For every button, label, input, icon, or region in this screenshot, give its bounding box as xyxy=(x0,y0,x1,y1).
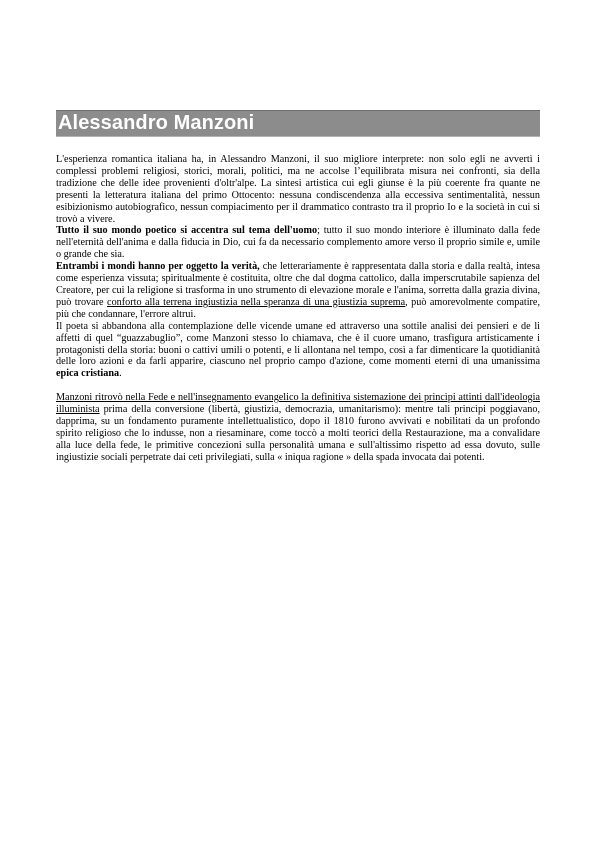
paragraph-poeta xyxy=(56,321,540,381)
paragraph-intro xyxy=(56,154,540,225)
paragraph-text: ; tutto il suo mondo interiore è illuminato dalla fede nell'eternità dell'anima e dalla fiducia in Dio, cui fa da necessario complemento amore verso il proprio simile e, umile o grande che sia. xyxy=(56,225,540,261)
paragraph-text: che letterariamente è rappresentata dalla storia e dalla realtà, intesa come esperienza vissuta; spiritualmente è costituita, oltre che dal dogma cattolico, dalla imperscrutabile sapienza del Creatore, per cui la religione si trasforma in uno strumento di elevazione morale e l'anima, sorretta dalla grazia divina, può trovare xyxy=(56,261,540,308)
bold-lead: Entrambi i mondi hanno per oggetto la verità, xyxy=(56,261,260,273)
document-page xyxy=(56,110,540,464)
paragraph-tema-uomo xyxy=(56,225,540,261)
paragraph-text: , può amorevolmente compatire, più che condannare, l'errore altrui. xyxy=(56,296,541,320)
paragraph-text: prima della conversione (libertà, giustizia, democrazia, umanitarismo): mentre tali princìpi poggiavano, dapprima, su un fondamento puramente intellettualistico, dopo il 1810 furono avvivati e nobilitati da un profondo spirito religioso che lo indusse, non a riesaminare, come toccò a molti teorici della Restaurazione, ma a convalidare alla luce della fede, le primitive concezioni sulla personalità umana e sull'altissimo rispetto ad essa dovuto, sulle ingiustizie sociali perpetrate dai ceti privilegiati, sulla « iniqua ragione » della spada invocata dai potenti. xyxy=(56,404,540,463)
title-bar xyxy=(56,110,540,137)
paragraph-end: . xyxy=(119,368,122,380)
paragraph-fede xyxy=(56,392,540,463)
document-body xyxy=(56,154,540,464)
page-title: Alessandro Manzoni xyxy=(58,112,255,134)
bold-phrase: epica cristiana xyxy=(56,368,120,380)
bold-lead: Tutto il suo mondo poetico si accentra sul tema dell'uomo xyxy=(56,225,318,237)
underlined-phrase: conforto alla terrena ingiustizia nella speranza di una giustizia suprema xyxy=(107,296,406,308)
paragraph-text: Il poeta si abbandona alla contemplazione delle vicende umane ed attraverso una sottile analisi dei pensieri e de li affetti di quel “guazzabuglio”, come Manzoni stesso lo chiamava, che è il cuore umano, trasfigura artisticamente i protagonisti della storia: buoni o cattivi umili o potenti, e li allontana nel tempo, così a far dimenticare la quotidianità delle loro azioni e da farli apparire, ciascuno nel proprio campo d'azione, come momenti eterni di una umanissima xyxy=(56,320,540,368)
paragraph-intro-text: L'esperienza romantica italiana ha, in Alessandro Manzoni, il suo migliore interprete: non solo egli ne avvertì i complessi problemi religiosi, storici, morali, politici, ma ne accolse l’equilibrata misura nei confronti, sia della tradizione che delle idee provenienti d'oltr'alpe. La sintesi artistica cui egli giunse è la più coerente fra quante ne presenti la letteratura italiana del primo Ottocento: nessuna condiscendenza alla eccessiva sentimentalità, nessun esibizionismo autobiografico, nessun compiacimento per il drammatico contrasto tra il proprio Io e la società in cui si trovò a vivere. xyxy=(56,154,540,225)
underlined-phrase: Manzoni ritrovò nella Fede e nell'insegnamento evangelico la definitiva sistemazione dei princìpi attinti dall'ideologia illuminista xyxy=(56,392,540,416)
paragraph-verita xyxy=(56,261,540,321)
